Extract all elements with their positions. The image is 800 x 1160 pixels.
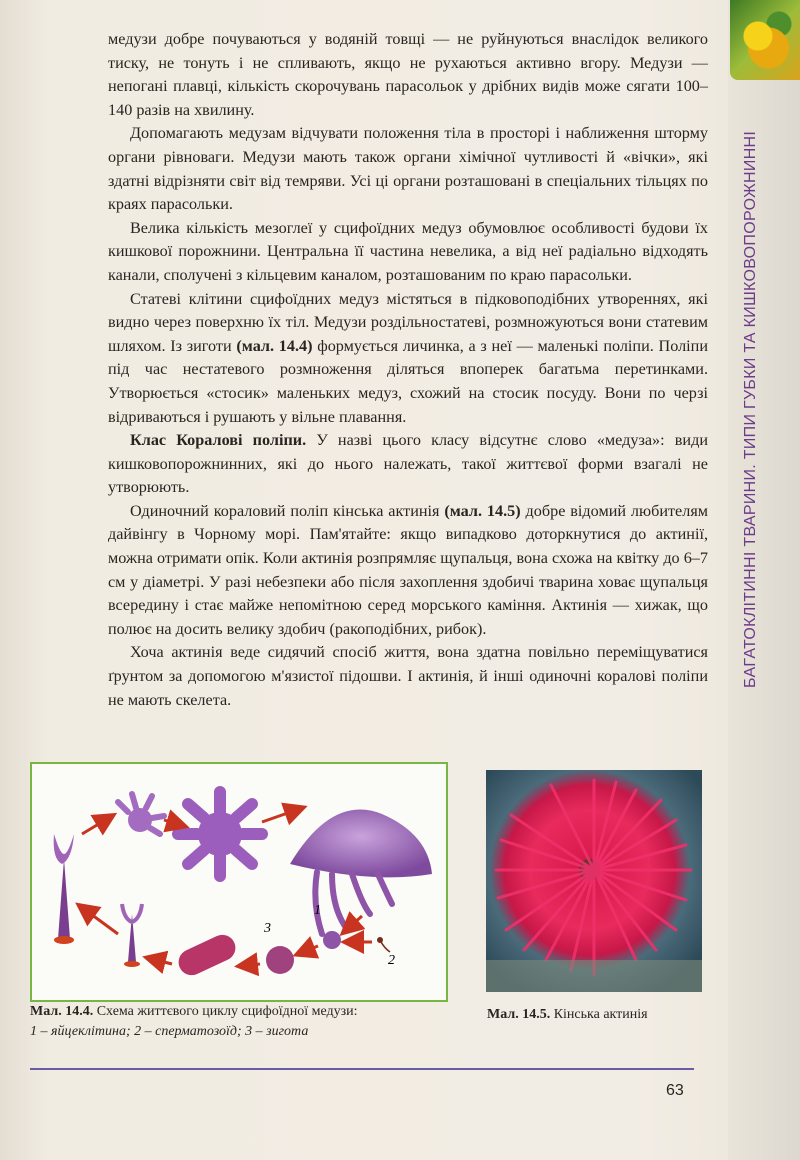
figure-anemone-photo bbox=[486, 770, 702, 992]
label-3: 3 bbox=[264, 921, 271, 936]
paragraph-7: Хоча актинія веде сидячий спосіб життя, вона здатна повільно переміщуватися ґрунтом за допомогою м'язистої підошви. І актинія, й інші одиночні коралові поліпи не мають скелета. bbox=[108, 643, 708, 709]
caption-text-14-5: Кінська актинія bbox=[553, 1007, 648, 1022]
footer-rule bbox=[30, 1068, 694, 1070]
paragraph-1: медузи добре почуваються у водяній товщі — не руйнуються внаслідок великого тиску, не тонуть і не спливають, якщо не рухаються активно вгору. Медузи — непогані плавці, кількість скорочувань парасольок у дрібних видів може сягати 100–140 разів на хвилину. bbox=[108, 30, 708, 119]
figure-14-5-caption bbox=[487, 1005, 747, 1025]
zygote-icon bbox=[266, 946, 294, 974]
figure-ref-14-4: (мал. 14.4) bbox=[236, 336, 313, 355]
paragraph-4 bbox=[108, 288, 708, 430]
caption-number-14-4: Мал. 14.4. bbox=[30, 1004, 94, 1019]
paragraph-5-text: У назві цього класу відсутнє слово «медуза»: види кишковопорожнинних, які до нього належать, такої життєвої форми взагалі не утворюють. bbox=[108, 431, 708, 497]
paragraph-3: Велика кількість мезоглеї у сцифоїдних медуз обумовлює особливості будови їх кишкової порожнини. Центральна її частина невелика, а від неї радіально відходять канали, сполучені з кільцевим каналом, розташованим по краю парасольки. bbox=[108, 218, 708, 284]
paragraph-2: Допомагають медузам відчувати положення тіла в просторі і наближення шторму органи рівноваги. Медузи мають також органи хімічної чутливості й «вічки», які здатні відрізняти світ від темряви. Усі ці органи розташовані в спеціальних тільцях по краях парасольки. bbox=[108, 124, 708, 214]
label-1: 1 bbox=[314, 903, 321, 918]
figure-life-cycle bbox=[30, 762, 448, 1002]
figure-ref-14-5: (мал. 14.5) bbox=[444, 501, 521, 520]
egg-cell-icon bbox=[323, 931, 341, 949]
young-polyp-icon bbox=[122, 904, 142, 967]
paragraph-4-part-a: Статеві клітини сцифоїдних медуз містяться в підковоподібних утвореннях, які видно через поверхню їх тіл. Медузи роздільностатеві, розмножуються вони статевим шляхом. Із зиготи bbox=[108, 289, 708, 355]
side-strip bbox=[728, 0, 800, 1160]
label-2: 2 bbox=[388, 953, 395, 968]
paragraph-5 bbox=[108, 429, 708, 500]
star-ephyra-icon bbox=[178, 792, 262, 876]
paragraph-6-part-a: Одиночний кораловий поліп кінська актинія bbox=[130, 501, 445, 520]
paragraph-6 bbox=[108, 500, 708, 642]
body-text bbox=[108, 28, 708, 712]
sperm-icon bbox=[377, 937, 390, 952]
ephyra-icon bbox=[118, 794, 164, 834]
page-number: 63 bbox=[666, 1082, 684, 1099]
figure-14-4-caption bbox=[30, 1002, 460, 1042]
paragraph-6-part-b: добре відомий любителям дайвінгу в Чорному морі. Пам'ятайте: якщо випадково доторкнутися до актинії, можна отримати опік. Коли актинія розпрямляє щупальця, вона схожа на квітку до 6–7 см у діаметрі. У разі небезпеки або після захоплення здобичі тварина ховає щупальця всередину і стає майже непомітною серед морського каміння. Актинія — хижак, що полює на досить велику здобич (ракоподібних, рибок). bbox=[108, 501, 709, 638]
corner-decoration-image bbox=[730, 0, 800, 80]
chapter-side-title: БАГАТОКЛІТИННІ ТВАРИНИ. ТИПИ ГУБКИ ТА КИШКОВОПОРОЖНИННІ bbox=[742, 130, 759, 688]
life-cycle-diagram bbox=[32, 764, 446, 1000]
paragraph-4-part-b: формується личинка, а з неї — маленькі поліпи. Поліпи під час нестатевого розмноження діляться впоперек багатьма перетинками. Утворюється «стосик» маленьких медуз, схожий на стосик посуду. Вони по черзі відриваються і рушають у вільне плавання. bbox=[108, 336, 708, 426]
caption-legend-14-4: 1 – яйцеклітина; 2 – сперматозоїд; 3 – зигота bbox=[30, 1024, 309, 1039]
section-heading-coral-polyps: Клас Коралові поліпи. bbox=[130, 431, 307, 450]
anemone-image bbox=[486, 770, 702, 992]
planula-icon bbox=[174, 931, 239, 980]
polyp-icon bbox=[54, 834, 74, 944]
caption-number-14-5: Мал. 14.5. bbox=[487, 1007, 551, 1022]
caption-text-14-4: Схема життєвого циклу сцифоїдної медузи: bbox=[96, 1004, 358, 1019]
